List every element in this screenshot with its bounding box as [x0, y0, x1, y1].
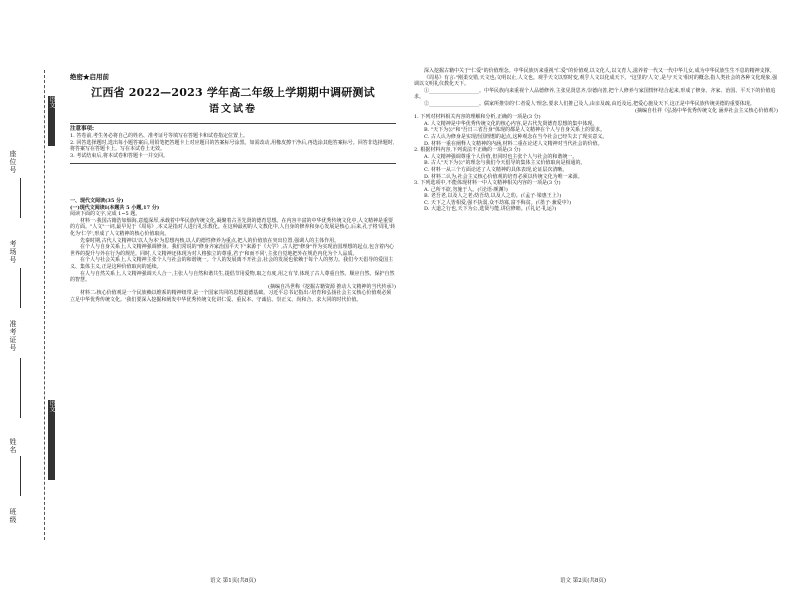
source-citation: (摘编自杜祥《弘扬中华优秀传统文化 涵养社会主义核心价值观》) [635, 107, 778, 114]
notes-item: 1. 答卷前,考生务必将自己的姓名、准考证号等填写在答题卡和试卷指定位置上。 [70, 132, 248, 139]
binding-dashed-line [44, 70, 45, 540]
question-stem: 1. 下列对材料相关内容的理解和分析,正确的一项是(3 分) [414, 114, 541, 121]
binding-bar-bottom: 语文 [48, 400, 55, 480]
page-footer-left: 语文 第1页(共8页) [210, 578, 257, 584]
material-paragraph: 在个人与社会关系上,人文精神主张个人与社会的和谐统一。个人的发展离不开社会,社会的发展也依赖于每个人的努力。我们今天倡导的爱国主义、集体主义,正是这种价值取向的延续。 [70, 257, 394, 270]
left-column [70, 198, 396, 304]
exam-title: 江西省 2022—2023 学年高二年级上学期期中调研测试 [91, 86, 375, 99]
exam-room-label: 考场号 [9, 240, 17, 264]
seat-number-label: 座位号 [9, 150, 17, 174]
question-option: A. 己所不欲,勿施于人。(《论语·颜渊》) [424, 186, 508, 193]
question-option: B. "天下为公"和"吾日三省吾身"体现的都是人文精神在个人与自身关系上的要求。 [424, 127, 606, 134]
material-paragraph: 在个人与自身关系上,人文精神强调修身。我们常说的"修身齐家治国平天下"来源于《大学》,古人把"修身"作为实现治国理想的起点,包含着内心世界的提升与外在行为的规范。同时,人文精神还体现为对人格独立的尊重,君子'和而不同',主张自觉地把外在规范内化为个人品质。 [70, 244, 394, 257]
notes-item: 3. 考试结束后,将本试卷和答题卡一并交回。 [70, 153, 168, 160]
question-option: D. 大道之行也,天下为公,选贤与能,讲信修睦。(《礼记·礼运》) [424, 206, 557, 213]
question-option: D. 材料二认为,社会主义核心价值观的培育必须以传统文化为唯一来源。 [424, 173, 583, 180]
material-paragraph: 在人与自然关系上,人文精神强调天人合一,主张人与自然和谐共生,提倡节用爱物,取之有度,用之有节,体现了古人尊重自然、顺应自然、保护自然的智慧。 [70, 270, 395, 284]
material-paragraph: 《周易》有言:"刚柔交错,天文也;文明以止,人文也。观乎天文以察时变,观乎人文以化成天下。"这里的'人文',是与'天文'相对的概念,指人类社会的各种文化现象,强调以文明礼仪教化天下。 [414, 74, 778, 88]
material-paragraph: ①____________________。中华民族向来重视个人品德修养,主张见贤思齐,崇德向善,把个人修养与家国情怀结合起来,形成了修身、齐家、治国、平天下的价值追求。 [414, 87, 776, 101]
material-paragraph: 材料一:我国古籍浩如烟海,意蕴深厚,承载着中华民族传统文化,凝聚着古圣先贤的德育思想。在内容丰富的中华优秀传统文化中,人文精神是重要的方面。"人文"一词,最早见于《周易》,本义是指对人进行礼乐教化。在这种最初的人文教化中,人自身的修养和身心发展是核心,后来,孔子将'周礼'转化为'仁学',形成了人文精神的核心价值取向。 [70, 217, 396, 237]
question-option: C. 材料一从三个方面论述了人文精神的具体表现,论证层次清晰。 [424, 166, 568, 173]
question-stem: 2. 根据材料内容,下列说法不正确的一项是(3 分) [414, 147, 521, 154]
name-line [20, 456, 21, 496]
material-paragraph: 材料二:核心价值观是一个民族赖以维系的精神纽带,是一个国家共同的思想道德基础。习近平总书记指出:'培育和弘扬社会主义核心价值观必须立足中华优秀传统文化。'我们要深入挖掘和阐发中华优秀传统文化讲仁爱、重民本、守诚信、崇正义、尚和合、求大同的时代价值。 [70, 290, 392, 303]
question-stem: 3. 下列选项中,不能体现材料一中人文精神相关内容的一项是(3 分) [414, 180, 561, 187]
subsection-heading: (一)现代文阅读Ⅰ(本题共 5 小题,17 分) [70, 204, 160, 211]
question-option: A. 人文精神是中华优秀传统文化的核心内容,是古代先贤德育思想的集中体现。 [424, 120, 598, 127]
right-column [414, 68, 778, 213]
material-paragraph: 深入挖掘古籍中关于"仁爱"的价值理念。中华民族历来重视"仁爱"的价值观,以文化人,以文育人,滋养着一代又一代中华儿女,成为中华民族生生不息的精神支撑。 [424, 68, 775, 74]
question-option: C. 古人认为修身是实现治国理想的起点,这种观念在当今社会已经失去了现实意义。 [424, 133, 608, 140]
notes-item: 2. 回答选择题时,选出每小题答案后,用铅笔把答题卡上对应题目的答案标号涂黑。如需改动,用橡皮擦干净后,再选涂其他答案标号。回答非选择题时,将答案写在答题卡上。写在本试卷上无效。 [70, 139, 395, 153]
question-option: B. 古人"天下为公"的理念与我们今天倡导的集体主义价值取向是相通的。 [424, 160, 586, 167]
notes-box [70, 123, 396, 164]
name-label: 姓名 [9, 438, 17, 454]
question-option: C. 天下之人皆相爱,强不执弱,众不劫寡,富不侮贫。(《墨子·兼爱中》) [424, 199, 572, 206]
exam-room-line [20, 268, 21, 308]
seat-number-line [20, 178, 21, 218]
notes-heading: 注意事项: [70, 126, 95, 132]
source-citation: (摘编自冯世称《挖掘古籍资源 推动人文精神的当代传承》) [268, 283, 396, 290]
material-paragraph: ②____________________。儒家所推崇的'仁者爱人'理念,要求人们推己及人,由亲及疏,由近及远,把爱心施及天下,这正是中华民族传统美德的重要体现。 [424, 100, 755, 107]
question-option: D. 材料一重在阐释人文精神的内涵,材料二重在论述人文精神对当代社会的价值。 [424, 140, 603, 147]
exam-subtitle: 语文试卷 [209, 104, 257, 115]
material-paragraph: 先秦时期,古代人文精神以'以人为本'为思想内核,以人的德性修养为重点,把人的价值放在突出位置,强调人的主体作用。 [80, 237, 340, 244]
binding-bar-top: 语文 [48, 96, 55, 146]
binding-margin [0, 0, 66, 592]
ticket-number-label: 准考证号 [9, 320, 17, 352]
section-heading: 一、现代文阅读(35 分) [70, 198, 124, 204]
page-footer-right: 语文 第2页(共8页) [560, 578, 607, 584]
class-label: 班级 [9, 508, 17, 524]
reading-intro: 阅读下面的文字,完成 1~5 题。 [70, 211, 141, 218]
ticket-number-line [20, 358, 21, 418]
question-option: B. 老吾老,以及人之老;幼吾幼,以及人之幼。(《孟子·梁惠王上》) [424, 193, 562, 200]
question-option: A. 人文精神强调尊重个人价值,但同时也主张个人与社会的和谐统一。 [424, 153, 578, 160]
confidential-label: 绝密★启用前 [70, 73, 109, 81]
